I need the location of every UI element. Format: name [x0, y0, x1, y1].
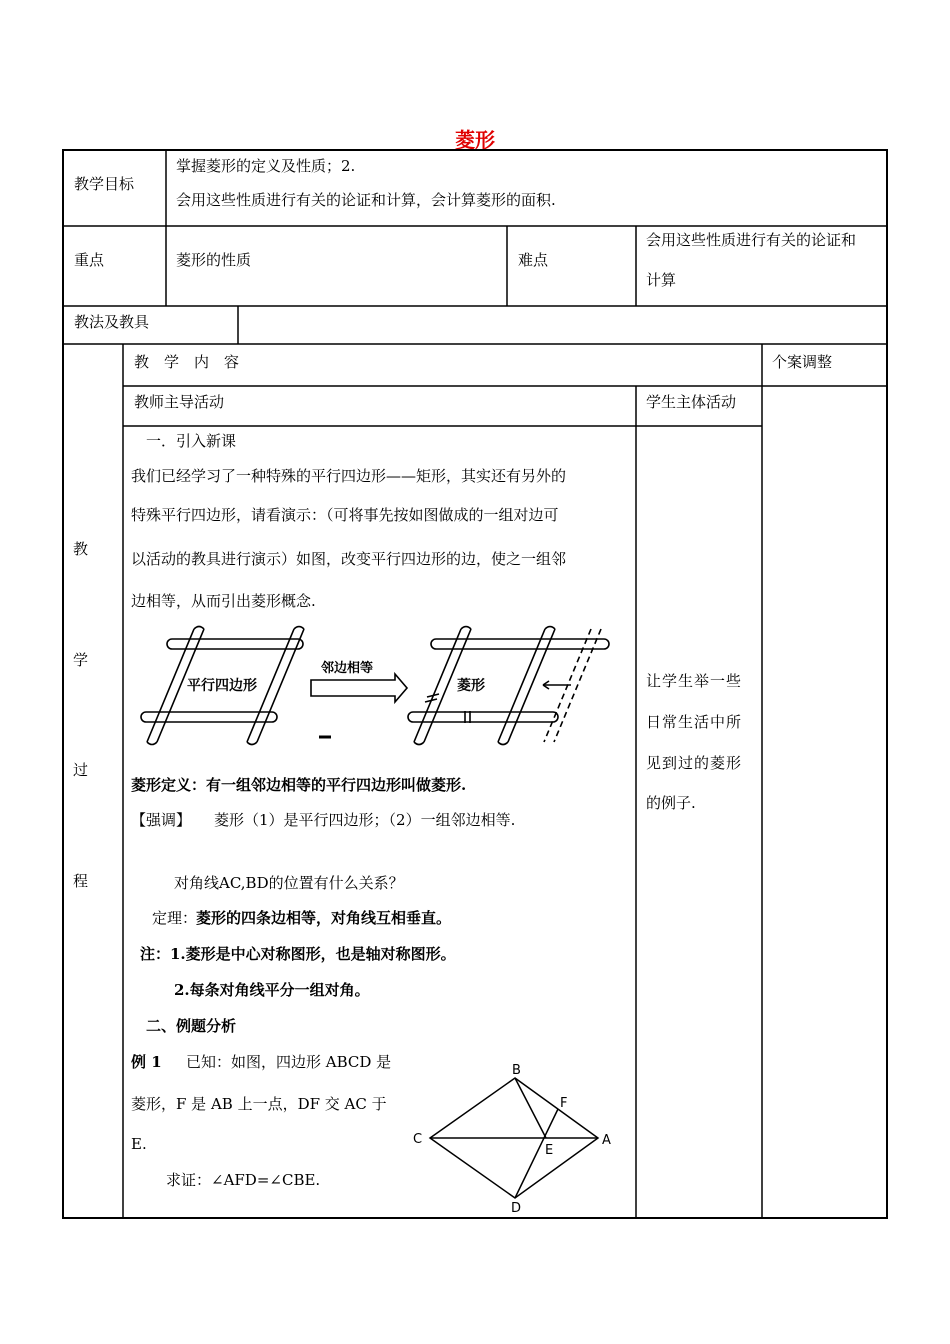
prove-statement: 求证：∠AFD=∠CBE.: [166, 1171, 321, 1189]
intro-line-3: 以活动的教具进行演示）如图，改变平行四边形的边，使之一组邻: [131, 550, 567, 568]
method-label: 教法及教具: [74, 313, 150, 331]
theorem-label: 定理：: [152, 909, 198, 927]
page-title: 菱形: [455, 128, 495, 152]
goal-line-2: 会用这些性质进行有关的论证和计算，会计算菱形的面积.: [176, 191, 556, 209]
parallelogram-rhombus-figure: [131, 624, 631, 748]
student-line-3: 见到过的菱形: [646, 754, 743, 772]
example-line-2: 菱形，F 是 AB 上一点，DF 交 AC 于: [131, 1095, 387, 1113]
figure-label-rhombus: 菱形: [457, 678, 485, 694]
teacher-header: 教师主导活动: [134, 393, 225, 411]
adjust-header: 个案调整: [772, 353, 833, 371]
point-label-d: D: [511, 1201, 522, 1216]
student-line-2: 日常生活中所: [646, 713, 743, 731]
example-line-1: 已知：如图，四边形 ABCD 是: [186, 1053, 392, 1071]
goal-line-1: 掌握菱形的定义及性质；2.: [176, 157, 356, 175]
note-1: 注：1.菱形是中心对称图形，也是轴对称图形。: [140, 945, 456, 963]
rhombus-definition: 菱形定义：有一组邻边相等的平行四边形叫做菱形.: [131, 776, 467, 794]
figure-label-parallelogram: 平行四边形: [187, 678, 257, 694]
key-point-value: 菱形的性质: [176, 251, 252, 269]
difficulty-line-1: 会用这些性质进行有关的论证和: [646, 231, 857, 249]
point-label-f: F: [560, 1096, 568, 1111]
rhombus-abcd-figure: [408, 1058, 628, 1220]
point-label-e: E: [545, 1143, 554, 1158]
theorem-text: 菱形的四条边相等，对角线互相垂直。: [196, 909, 452, 927]
difficulty-label: 难点: [518, 251, 549, 269]
intro-line-1: 我们已经学习了一种特殊的平行四边形——矩形，其实还有另外的: [131, 467, 567, 485]
point-label-b: B: [512, 1063, 521, 1078]
process-char-3: 过: [73, 761, 89, 779]
difficulty-line-2: 计算: [646, 271, 677, 289]
intro-line-2: 特殊平行四边形，请看演示：（可将事先按如图做成的一组对边可: [131, 506, 559, 524]
section-2-heading: 二、例题分析: [146, 1017, 237, 1035]
note-2: 2.每条对角线平分一组对角。: [174, 981, 370, 999]
example-label: 例 1: [131, 1053, 162, 1071]
intro-line-4: 边相等，从而引出菱形概念.: [131, 592, 316, 610]
goal-label: 教学目标: [74, 175, 135, 193]
example-line-3: E.: [131, 1135, 147, 1153]
process-char-1: 教: [73, 540, 89, 558]
emphasis-text: 菱形（1）是平行四边形；（2）一组邻边相等.: [214, 811, 516, 829]
section-1-heading: 一．引入新课: [146, 432, 237, 450]
diagonal-question: 对角线AC,BD的位置有什么关系？: [174, 874, 404, 892]
point-label-a: A: [602, 1133, 611, 1148]
student-line-4: 的例子.: [646, 794, 696, 812]
student-line-1: 让学生举一些: [646, 672, 743, 690]
process-char-2: 学: [73, 651, 89, 669]
emphasis-label: 【强调】: [131, 811, 192, 829]
student-header: 学生主体活动: [646, 393, 737, 411]
figure-arrow-label: 邻边相等: [321, 661, 374, 676]
process-char-4: 程: [73, 872, 89, 890]
key-point-label: 重点: [74, 251, 105, 269]
point-label-c: C: [413, 1132, 423, 1147]
segment-be: [515, 1078, 546, 1138]
content-header: 教 学 内 容: [134, 353, 240, 371]
